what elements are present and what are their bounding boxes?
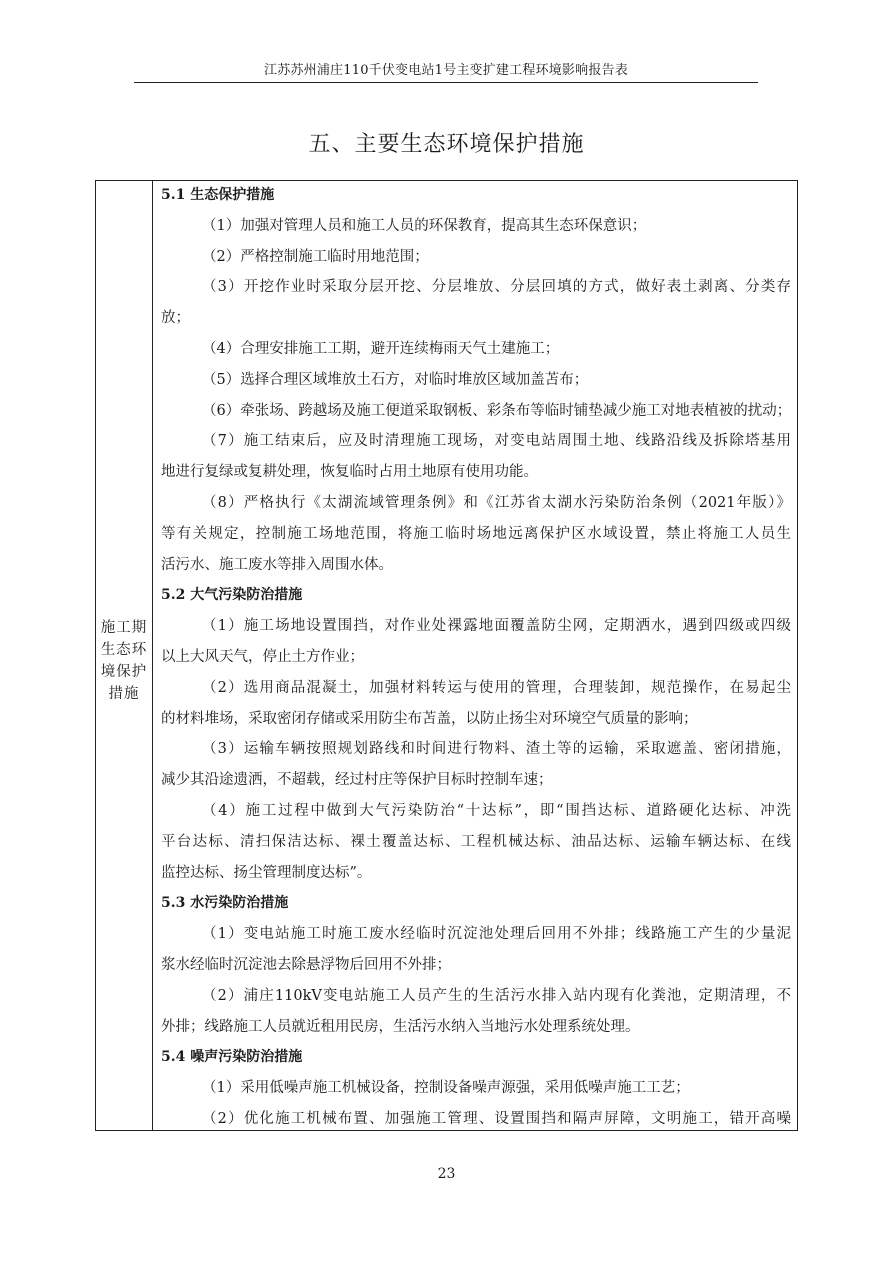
text-line: （3）运输车辆按照规划路线和时间进行物料、渣土等的运输，采取遮盖、密闭措施，	[202, 741, 791, 758]
text-line: 放；	[161, 310, 190, 327]
row-label-line: 施工期	[100, 620, 148, 636]
section-heading: 5.2 大气污染防治措施	[161, 587, 303, 604]
text-line: （1）施工场地设置围挡，对作业处裸露地面覆盖防尘网，定期洒水，遇到四级或四级	[202, 618, 791, 635]
section-heading: 5.4 噪声污染防治措施	[161, 1049, 303, 1066]
text-line: （7）施工结束后，应及时清理施工现场，对变电站周围土地、线路沿线及拆除塔基用	[202, 433, 791, 450]
text-line: 地进行复绿或复耕处理，恢复临时占用土地原有使用功能。	[161, 464, 538, 481]
text-line: （2）选用商品混凝土，加强材料转运与使用的管理，合理装卸，规范操作，在易起尘	[202, 679, 791, 696]
text-line: （1）变电站施工时施工废水经临时沉淀池处理后回用不外排；线路施工产生的少量泥	[202, 926, 791, 943]
page-number: 23	[437, 1166, 456, 1182]
text-line: （1）采用低噪声施工机械设备，控制设备噪声源强，采用低噪声施工工艺；	[202, 1080, 690, 1097]
text-line: 的材料堆场，采取密闭存储或采用防尘布苫盖，以防止扬尘对环境空气质量的影响；	[161, 710, 698, 727]
row-label-line: 生态环	[100, 642, 148, 658]
section-heading: 5.1 生态保护措施	[161, 187, 275, 203]
content-cell	[153, 181, 797, 1130]
text-line: （6）牵张场、跨越场及施工便道采取钢板、彩条布等临时铺垫减少施工对地表植被的扰动；	[202, 402, 792, 419]
text-line: 浆水经临时沉淀池去除悬浮物后回用不外排；	[161, 957, 451, 973]
text-line: （2）严格控制施工临时用地范围；	[202, 248, 429, 265]
section-heading: 5.3 水污染防治措施	[161, 895, 289, 912]
text-line: （4）施工过程中做到大气污染防治“十达标”，即“围挡达标、道路硬化达标、冲洗	[202, 803, 791, 819]
row-label-cell	[96, 181, 153, 1130]
text-line: 减少其沿途遗洒，不超载，经过村庄等保护目标时控制车速；	[161, 772, 553, 789]
row-label	[98, 617, 150, 705]
text-line: 外排；线路施工人员就近租用民房，生活污水纳入当地污水处理系统处理。	[161, 1018, 640, 1035]
text-line: （2）浦庄110kV变电站施工人员产生的生活污水排入站内现有化粪池，定期清理，不	[202, 987, 791, 1004]
text-line: （3）开挖作业时采取分层开挖、分层堆放、分层回填的方式，做好表土剥离、分类存	[202, 279, 791, 296]
text-line: 平台达标、清扫保洁达标、裸土覆盖达标、工程机械达标、油品达标、运输车辆达标、在线	[161, 833, 791, 850]
page-title: 五、主要生态环境保护措施	[308, 132, 585, 157]
text-line: 活污水、施工废水等排入周围水体。	[161, 556, 393, 573]
text-line: 等有关规定，控制施工场地范围，将施工临时场地远离保护区水域设置，禁止将施工人员生	[161, 525, 791, 542]
row-label-line: 措施	[108, 686, 140, 702]
text-line: （1）加强对管理人员和施工人员的环保教育，提高其生态环保意识；	[202, 217, 647, 234]
text-line: （8）严格执行《太湖流域管理条例》和《江苏省太湖水污染防治条例（2021年版）》	[202, 495, 791, 511]
text-line: （4）合理安排施工工期，避开连续梅雨天气土建施工；	[202, 341, 560, 357]
measures-table	[95, 180, 798, 1131]
text-line: （2）优化施工机械布置、加强施工管理、设置围挡和隔声屏障，文明施工，错开高噪	[202, 1111, 791, 1127]
document-header: 江苏苏州浦庄110千伏变电站1号主变扩建工程环境影响报告表	[264, 63, 628, 78]
text-line: 以上大风天气，停止土方作业；	[161, 649, 364, 665]
text-line: 监控达标、扬尘管理制度达标”。	[161, 864, 372, 881]
text-line: （5）选择合理区域堆放土石方，对临时堆放区域加盖苫布；	[202, 371, 589, 388]
header-divider	[134, 82, 758, 83]
row-label-line: 境保护	[100, 664, 148, 680]
